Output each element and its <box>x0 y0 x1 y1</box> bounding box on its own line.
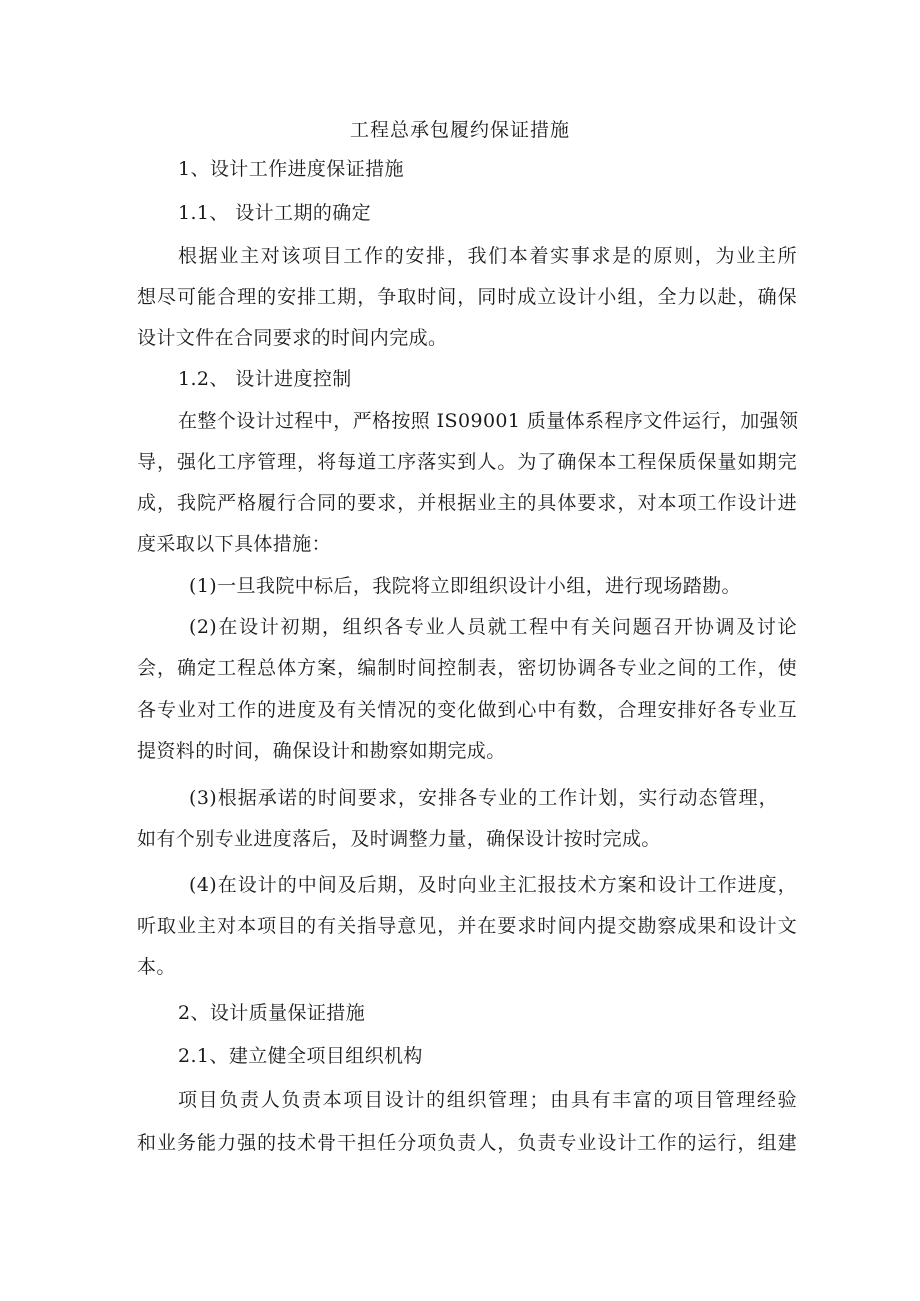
paragraph-line: 如有个别专业进度落后，及时调整力量，确保设计按时完成。 <box>137 828 661 850</box>
paragraph-line: 成，我院严格履行合同的要求，并根据业主的具体要求，对本项工作设计进 <box>137 492 797 514</box>
paragraph-line: 设计文件在合同要求的时间内完成。 <box>137 327 448 349</box>
subsection-heading: 1.2、 设计进度控制 <box>178 368 352 390</box>
section-heading: 2、设计质量保证措施 <box>178 1002 366 1024</box>
paragraph-line: 本。 <box>137 956 176 978</box>
page-title: 工程总承包履约保证措施 <box>349 119 570 141</box>
paragraph-line: 根据业主对该项目工作的安排，我们本着实事求是的原则，为业主所 <box>178 245 797 267</box>
section-heading: 1、设计工作进度保证措施 <box>178 158 404 180</box>
subsection-heading: 1.1、 设计工期的确定 <box>178 202 372 224</box>
paragraph-line: 提资料的时间，确保设计和勘察如期完成。 <box>137 740 506 762</box>
list-item: (1)一旦我院中标后，我院将立即组织设计小组，进行现场踏勘。 <box>189 575 741 597</box>
paragraph-line: 听取业主对本项目的有关指导意见，并在要求时间内提交勘察成果和设计文 <box>137 915 797 937</box>
paragraph-line: 会，确定工程总体方案，编制时间控制表，密切协调各专业之间的工作，使 <box>137 657 797 679</box>
paragraph-line: 和业务能力强的技术骨干担任分项负责人，负责专业设计工作的运行，组建 <box>137 1132 797 1154</box>
list-item: (4)在设计的中间及后期，及时向业主汇报技术方案和设计工作进度， <box>189 874 797 896</box>
list-item: (3)根据承诺的时间要求，安排各专业的工作计划，实行动态管理， <box>189 787 778 809</box>
paragraph-line: 在整个设计过程中，严格按照 IS09001 质量体系程序文件运行，加强领 <box>178 410 799 432</box>
paragraph-line: 各专业对工作的进度及有关情况的变化做到心中有数，合理安排好各专业互 <box>137 699 797 721</box>
paragraph-line: 项目负责人负责本项目设计的组织管理；由具有丰富的项目管理经验 <box>178 1089 797 1111</box>
paragraph-line: 想尽可能合理的安排工期，争取时间，同时成立设计小组，全力以赴，确保 <box>137 286 797 308</box>
subsection-heading: 2.1、建立健全项目组织机构 <box>178 1045 423 1067</box>
list-item: (2)在设计初期，组织各专业人员就工程中有关问题召开协调及讨论 <box>189 616 797 638</box>
paragraph-line: 度采取以下具体措施： <box>137 533 332 555</box>
paragraph-line: 导，强化工序管理，将每道工序落实到人。为了确保本工程保质保量如期完 <box>137 451 797 473</box>
